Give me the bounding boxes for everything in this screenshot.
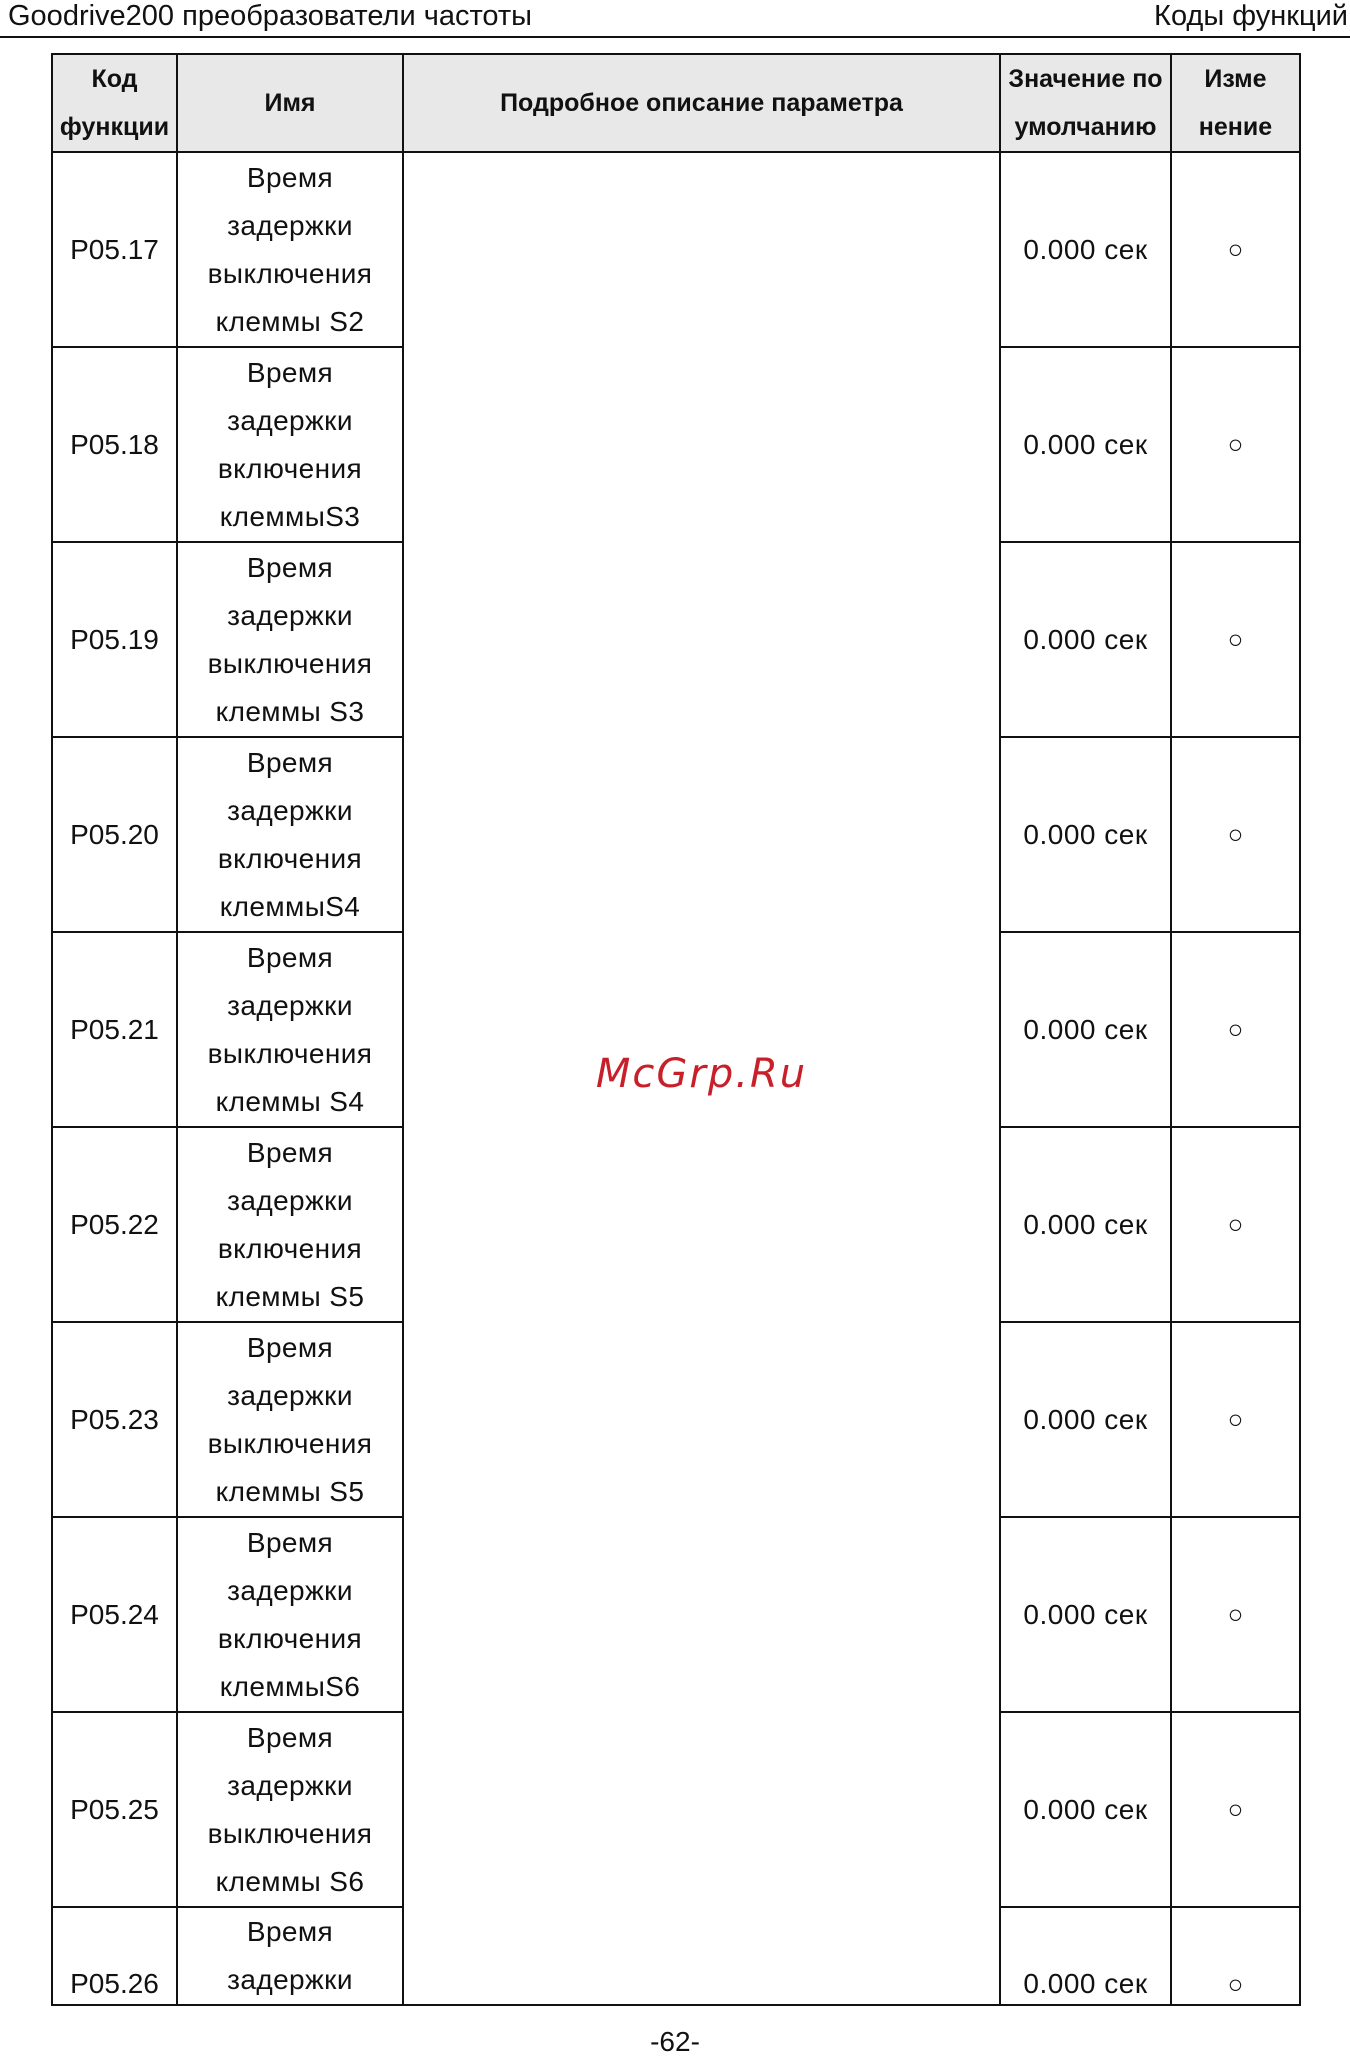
page-number: -62- [650,2026,700,2057]
page-header [0,0,1350,38]
section-title: Коды функций [1154,0,1348,32]
default-value: 0.000 сек [1000,1907,1171,2005]
parameter-description [403,152,1000,2005]
parameter-name-cell [177,542,403,737]
change-indicator-icon: ○ [1171,1907,1300,2005]
change-indicator-icon: ○ [1171,1322,1300,1517]
parameter-name-cell [177,932,403,1127]
change-indicator-icon: ○ [1171,347,1300,542]
parameter-name: Время задержки выключения клеммы S6 [207,1721,373,1897]
parameter-name: Время задержки включения клеммыS6 [217,1526,363,1702]
default-value: 0.000 сек [1000,737,1171,932]
default-value: 0.000 сек [1000,932,1171,1127]
default-value: 0.000 сек [1000,347,1171,542]
parameter-name: Время задержки включения клеммыS3 [217,356,363,532]
change-indicator-icon: ○ [1171,1517,1300,1712]
column-header-code: Код функции [52,54,177,152]
parameter-name: Время задержки выключения клеммы S5 [207,1331,373,1507]
table-row [52,152,1300,347]
parameter-name: Время задержки включения клеммыS4 [217,746,363,922]
function-code: P05.19 [52,542,177,737]
function-code: P05.25 [52,1712,177,1907]
function-code: P05.26 [52,1907,177,2005]
parameter-name-cell [177,1517,403,1712]
function-code: P05.20 [52,737,177,932]
parameter-name: Время задержки выключения клеммы S2 [207,161,373,337]
parameter-name: Время задержки включения клеммы S5 [215,1136,365,1312]
function-code: P05.17 [52,152,177,347]
column-header-change: Изме нение [1171,54,1300,152]
default-value: 0.000 сек [1000,1127,1171,1322]
parameter-name: Время задержки [227,1916,353,1995]
function-code: P05.21 [52,932,177,1127]
change-indicator-icon: ○ [1171,1712,1300,1907]
watermark: McGrp.Ru [595,1050,808,1097]
change-indicator-icon: ○ [1171,737,1300,932]
parameter-name-cell [177,347,403,542]
parameter-name-cell [177,1712,403,1907]
parameter-name-cell [177,152,403,347]
default-value: 0.000 сек [1000,1322,1171,1517]
column-header-name: Имя [177,54,403,152]
column-header-description: Подробное описание параметра [403,54,1000,152]
default-value: 0.000 сек [1000,152,1171,347]
function-code: P05.22 [52,1127,177,1322]
parameter-name-cell [177,737,403,932]
default-value: 0.000 сек [1000,542,1171,737]
parameter-name-cell [177,1907,403,2005]
parameter-name: Время задержки выключения клеммы S4 [207,941,373,1117]
change-indicator-icon: ○ [1171,932,1300,1127]
parameter-name: Время задержки выключения клеммы S3 [207,551,373,727]
default-value: 0.000 сек [1000,1517,1171,1712]
change-indicator-icon: ○ [1171,152,1300,347]
parameter-table [51,53,1301,2006]
default-value: 0.000 сек [1000,1712,1171,1907]
table-header-row [52,54,1300,152]
parameter-name-cell [177,1322,403,1517]
document-title: Goodrive200 преобразователи частоты [8,0,533,32]
function-code: P05.23 [52,1322,177,1517]
function-code: P05.24 [52,1517,177,1712]
function-code: P05.18 [52,347,177,542]
change-indicator-icon: ○ [1171,542,1300,737]
column-header-default: Значение по умолчанию [1000,54,1171,152]
parameter-name-cell [177,1127,403,1322]
change-indicator-icon: ○ [1171,1127,1300,1322]
